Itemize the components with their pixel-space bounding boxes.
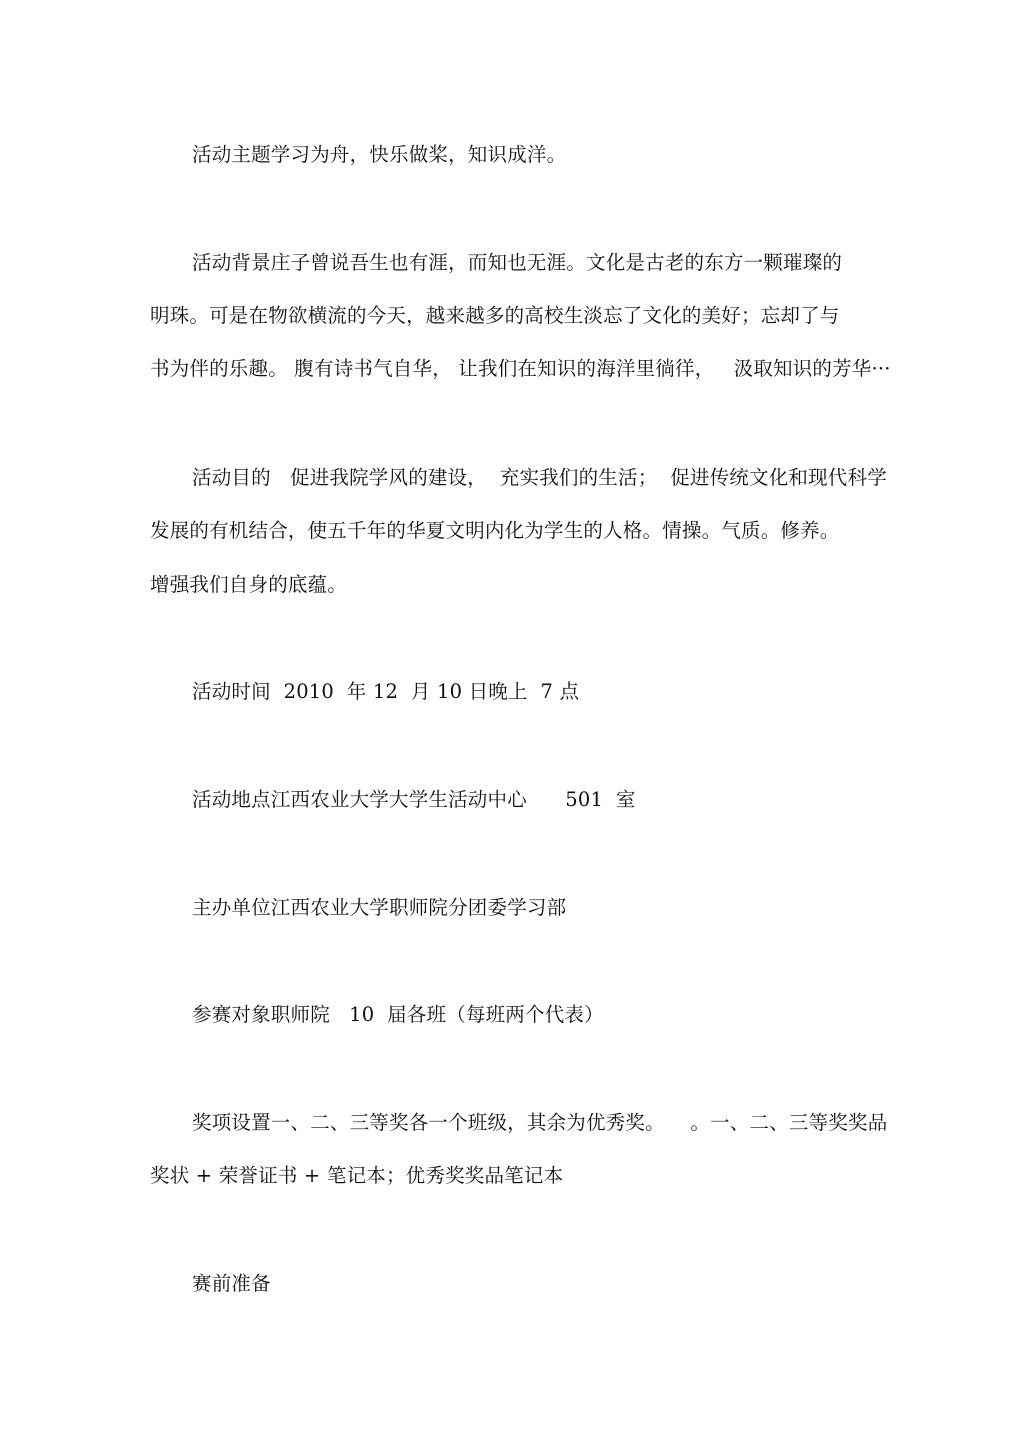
- organizer: 主办单位江西农业大学职师院分团委学习部: [192, 896, 567, 919]
- activity-purpose-line-1: 活动目的 促进我院学风的建设， 充实我们的生活； 促进传统文化和现代科学: [192, 466, 887, 489]
- activity-purpose-line-2: 发展的有机结合，使五千年的华夏文明内化为学生的人格。情操。气质。修养。: [150, 519, 840, 542]
- activity-background-line-3: 书为伴的乐趣。 腹有诗书气自华， 让我们在知识的海洋里徜徉， 汲取知识的芳华···: [150, 357, 891, 380]
- activity-purpose-line-3: 增强我们自身的底蕴。: [150, 573, 348, 596]
- activity-time: 活动时间 2010 年 12 月 10 日晚上 7 点: [192, 680, 580, 703]
- awards-line-1: 奖项设置一、二、三等奖各一个班级，其余为优秀奖。 。一、二、三等奖奖品: [192, 1111, 888, 1134]
- activity-background-line-1: 活动背景庄子曾说吾生也有涯，而知也无涯。文化是古老的东方一颗璀璨的: [192, 251, 843, 274]
- activity-background-line-2: 明珠。可是在物欲横流的今天，越来越多的高校生淡忘了文化的美好；忘却了与: [150, 304, 840, 327]
- activity-theme: 活动主题学习为舟，快乐做桨，知识成洋。: [192, 143, 567, 166]
- participants: 参赛对象职师院 10 届各班（每班两个代表）: [192, 1003, 604, 1026]
- awards-line-2: 奖状 + 荣誉证书 + 笔记本；优秀奖奖品笔记本: [150, 1164, 564, 1187]
- activity-location: 活动地点江西农业大学大学生活动中心 501 室: [192, 788, 636, 811]
- preparation-heading: 赛前准备: [192, 1272, 271, 1295]
